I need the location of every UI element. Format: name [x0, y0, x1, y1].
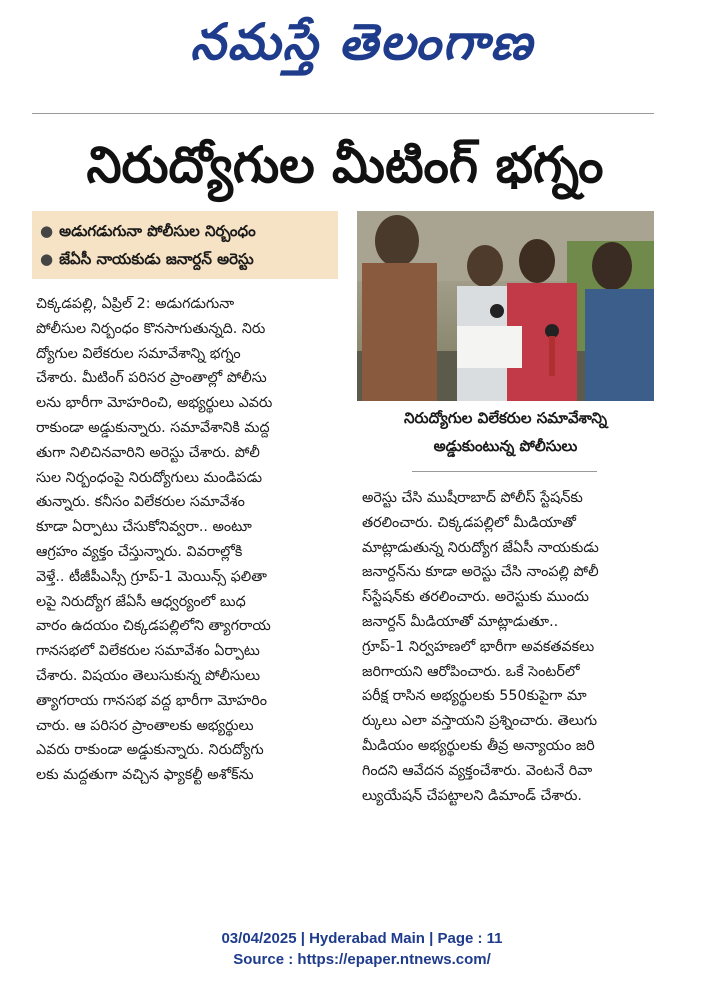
body-line: చేశారు. మీటింగ్ పరిసర ప్రాంతాల్లో పోలీసు: [36, 370, 267, 387]
body-line: చారు. ఆ పరిసర ప్రాంతాలకు అభ్యర్థులు: [36, 717, 254, 734]
headline: నిరుద్యోగుల మీటింగ్ భగ్నం: [86, 136, 604, 194]
body-line: పోలీసుల నిర్బంధం కొనసాగుతున్నది. నిరు: [36, 320, 266, 337]
body-line: వారం ఉదయం చిక్కడపల్లిలోని త్యాగరాయ: [36, 618, 271, 635]
body-line: జనార్దన్ మీడియాతో మాట్లాడుతూ..: [362, 613, 559, 630]
body-line: చేశారు. విషయం తెలుసుకున్న పోలీసులు: [36, 667, 261, 684]
masthead: నమస్తే తెలంగాణ: [190, 12, 534, 71]
body-line: సుల నిర్బంధంపై నిరుద్యోగులు మండిపడు: [36, 469, 263, 486]
body-line: తుగా నిలిచినవారిని అరెస్టు చేశారు. పోలీ: [36, 444, 260, 461]
body-line: జనార్దన్‌ను కూడా అరెస్టు చేసి నాంపల్లి పోలీ: [362, 564, 599, 581]
body-line: లపై నిరుద్యోగ జేఏసీ ఆధ్వర్యంలో బుధ: [36, 593, 246, 610]
footer-source: Source : https://epaper.ntnews.com/: [233, 951, 491, 968]
body-line: కూడా ఏర్పాటు చేసుకోనివ్వరా.. అంటూ: [36, 519, 252, 536]
body-line: స్‌స్టేషన్‌కు తరలించారు. అరెస్టుకు ముందు: [362, 589, 589, 606]
caption-rule: [412, 471, 597, 472]
subheading-1: ● అడుగడుగునా పోలీసుల నిర్బంధం: [40, 222, 256, 240]
body-line: తరలించారు. చిక్కడపల్లిలో మీడియాతో: [362, 514, 576, 531]
subheadings-box: [32, 211, 338, 279]
masthead-rule: [32, 113, 654, 114]
body-line: అరెస్టు చేసి ముషీరాబాద్ పోలీస్ స్టేషన్‌కు: [362, 490, 583, 506]
caption-line-1: నిరుద్యోగుల విలేకరుల సమావేశాన్ని: [403, 409, 608, 427]
body-line: ఆగ్రహం వ్యక్తం చేస్తున్నారు. వివరాల్లోకి: [36, 543, 243, 560]
body-column-left: [36, 292, 336, 788]
body-line: చిక్కడపల్లి, ఏప్రిల్ 2: అడుగడుగునా: [36, 296, 235, 312]
body-line: లకు మద్దతుగా వచ్చిన ఫ్యాకల్టీ అశోక్‌ను: [36, 767, 254, 784]
subheading-2: ● జేఏసీ నాయకుడు జనార్దన్ అరెస్టు: [40, 250, 254, 268]
body-line: ఎవరు రాకుండా అడ్డుకున్నారు. నిరుద్యోగు: [36, 742, 264, 759]
body-line: గానసభలో విలేకరుల సమావేశం ఏర్పాటు: [36, 643, 260, 660]
caption-line-2: అడ్డుకుంటున్న పోలీసులు: [433, 437, 578, 455]
body-line: మీడియం అభ్యర్థులకు తీవ్ర అన్యాయం జరి: [362, 737, 595, 754]
body-line: తున్నారు. కనీసం విలేకరుల సమావేశం: [36, 494, 245, 511]
body-line: లను భారీగా మోహరించి, అభ్యర్థులు ఎవరు: [36, 395, 273, 412]
body-line: గ్రూప్-1 నిర్వహణలో భారీగా అవకతవకలు: [362, 638, 595, 655]
body-line: గిందని ఆవేదన వ్యక్తంచేశారు. వెంటనే రివా: [362, 762, 593, 779]
news-photo: [357, 211, 654, 401]
body-line: పరీక్ష రాసిన అభ్యర్థులకు 550కుపైగా మా: [362, 688, 587, 705]
body-line: రాకుండా అడ్డుకున్నారు. సమావేశానికి మద్ద: [36, 419, 270, 436]
body-line: మాట్లాడుతున్న నిరుద్యోగ జేఏసీ నాయకుడు: [362, 539, 599, 556]
body-line: త్యాగరాయ గానసభ వద్ద భారీగా మోహరిం: [36, 692, 267, 709]
body-line: జరిగాయని ఆరోపించారు. ఒకే సెంటర్‌లో: [362, 663, 580, 680]
body-line: ద్యోగుల విలేకరుల సమావేశాన్ని భగ్నం: [36, 345, 241, 362]
body-line: ల్యుయేషన్ చేపట్టాలని డిమాండ్ చేశారు.: [362, 787, 582, 804]
photo-caption: [357, 404, 654, 460]
footer-date-edition: 03/04/2025 | Hyderabad Main | Page : 11: [221, 930, 503, 947]
page-footer: [0, 928, 724, 970]
body-line: వెళ్తే.. టీజీపీఎస్సీ గ్రూప్-1 మెయిన్స్ ఫలితా: [36, 568, 267, 585]
body-column-right: [362, 486, 656, 808]
body-line: ర్కులు ఎలా వస్తాయని ప్రశ్నించారు. తెలుగు: [362, 713, 598, 730]
